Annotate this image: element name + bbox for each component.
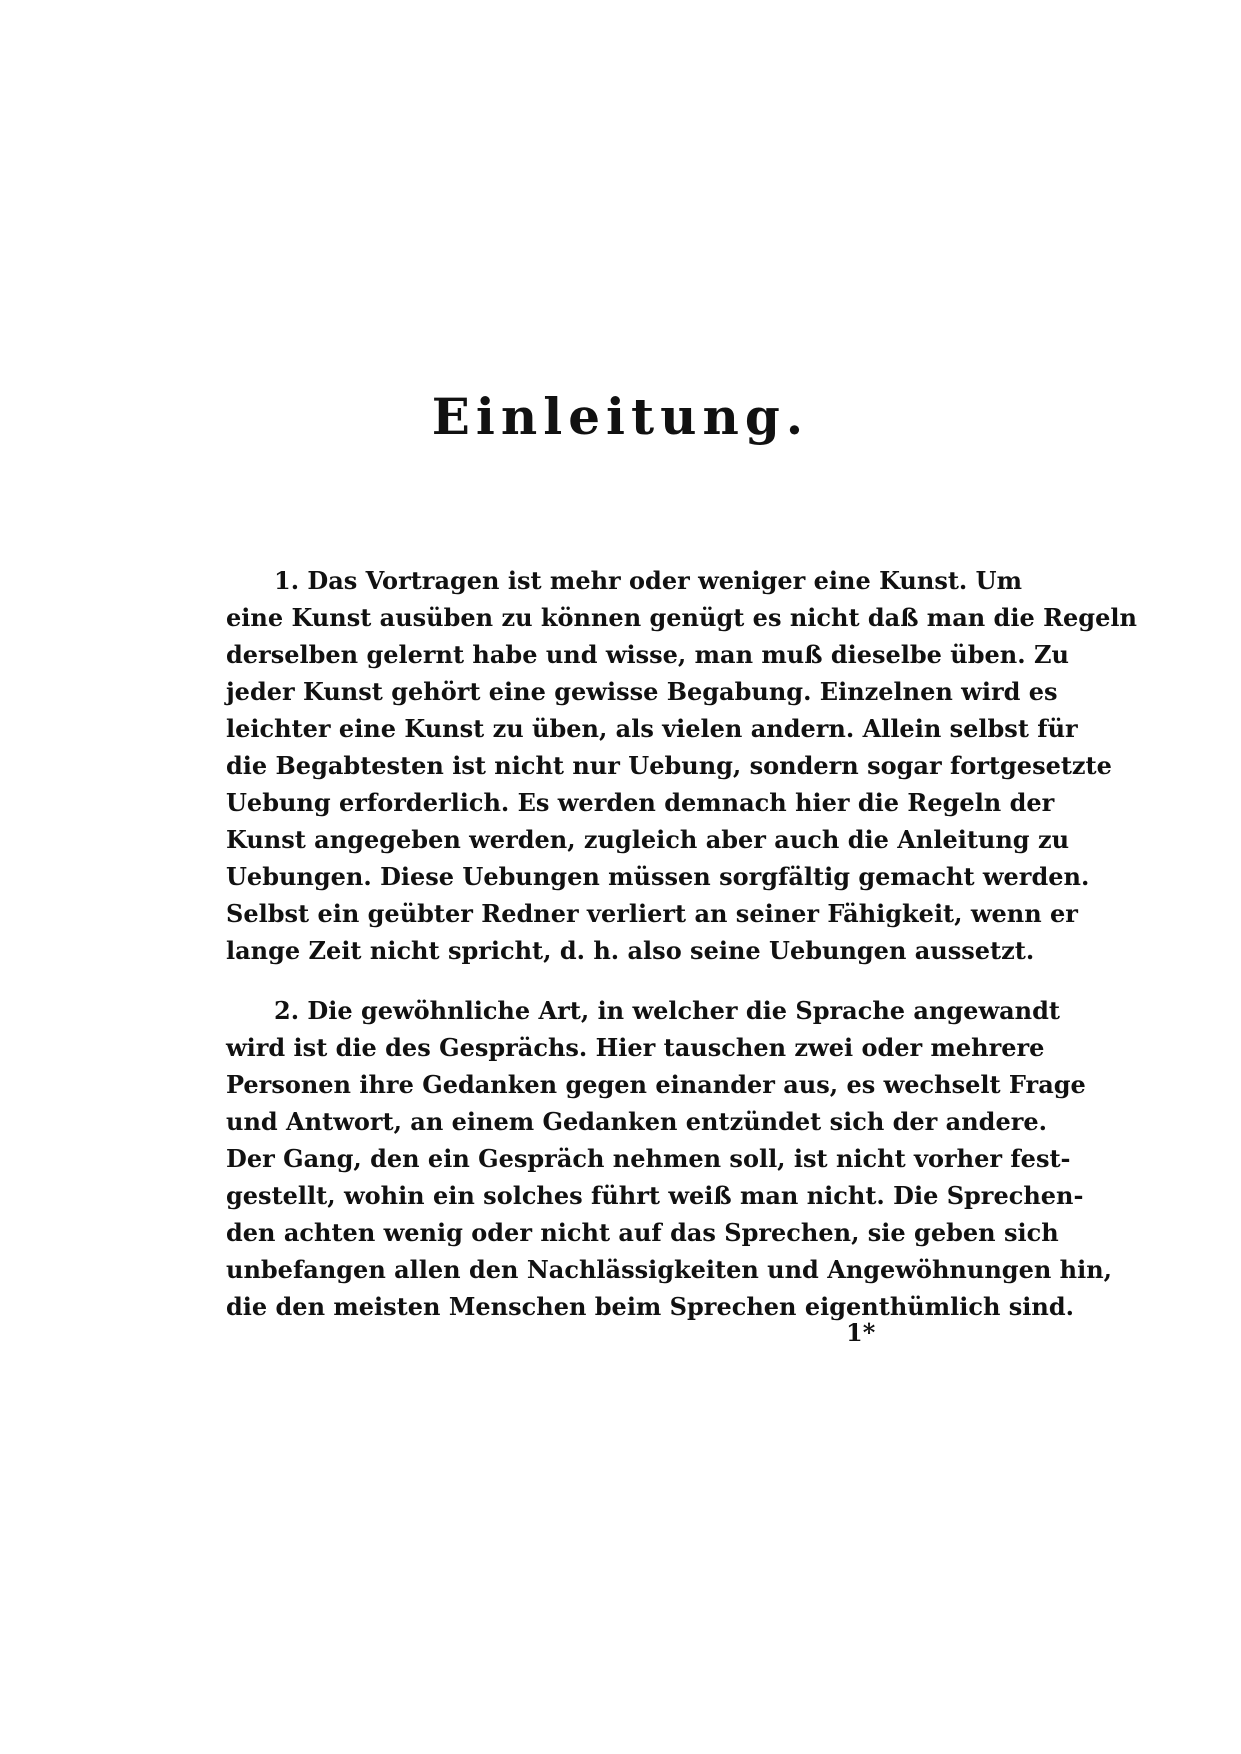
text-line: gestellt, wohin ein solches führt weiß man nicht. Die Sprechen- xyxy=(226,1181,1084,1210)
text-line: Kunst angegeben werden, zugleich aber auch die Anleitung zu xyxy=(226,825,1070,854)
text-line: jeder Kunst gehört eine gewisse Begabung. Einzelnen wird es xyxy=(226,677,1058,706)
text-line: den achten wenig oder nicht auf das Sprechen, sie geben sich xyxy=(226,1218,1059,1247)
text-line: 1. Das Vortragen ist mehr oder weniger eine Kunst. Um xyxy=(274,566,1022,595)
paragraph-1 xyxy=(226,562,1137,969)
text-line: Uebungen. Diese Uebungen müssen sorgfältig gemacht werden. xyxy=(226,862,1090,891)
page-title: Einleitung. xyxy=(431,387,810,446)
text-line: wird ist die des Gesprächs. Hier tauschen zwei oder mehrere xyxy=(226,1033,1045,1062)
text-line: Personen ihre Gedanken gegen einander aus, es wechselt Frage xyxy=(226,1070,1086,1099)
text-line: eine Kunst ausüben zu können genügt es nicht daß man die Regeln xyxy=(226,603,1137,632)
text-line: Selbst ein geübter Redner verliert an seiner Fähigkeit, wenn er xyxy=(226,899,1078,928)
paragraph-2 xyxy=(226,992,1113,1325)
page-number: 1* xyxy=(846,1318,876,1347)
text-line: unbefangen allen den Nachlässigkeiten und Angewöhnungen hin, xyxy=(226,1255,1113,1284)
text-line: derselben gelernt habe und wisse, man muß dieselbe üben. Zu xyxy=(226,640,1069,669)
text-line: die Begabtesten ist nicht nur Uebung, sondern sogar fortgesetzte xyxy=(226,751,1112,780)
text-line: Uebung erforderlich. Es werden demnach hier die Regeln der xyxy=(226,788,1055,817)
text-line: leichter eine Kunst zu üben, als vielen andern. Allein selbst für xyxy=(226,714,1078,743)
text-line: 2. Die gewöhnliche Art, in welcher die Sprache angewandt xyxy=(274,996,1060,1025)
text-line: Der Gang, den ein Gespräch nehmen soll, ist nicht vorher fest- xyxy=(226,1144,1071,1173)
text-line: lange Zeit nicht spricht, d. h. also seine Uebungen aussetzt. xyxy=(226,936,1035,965)
text-line: die den meisten Menschen beim Sprechen eigenthümlich sind. xyxy=(226,1292,1074,1321)
text-line: und Antwort, an einem Gedanken entzündet sich der andere. xyxy=(226,1107,1048,1136)
